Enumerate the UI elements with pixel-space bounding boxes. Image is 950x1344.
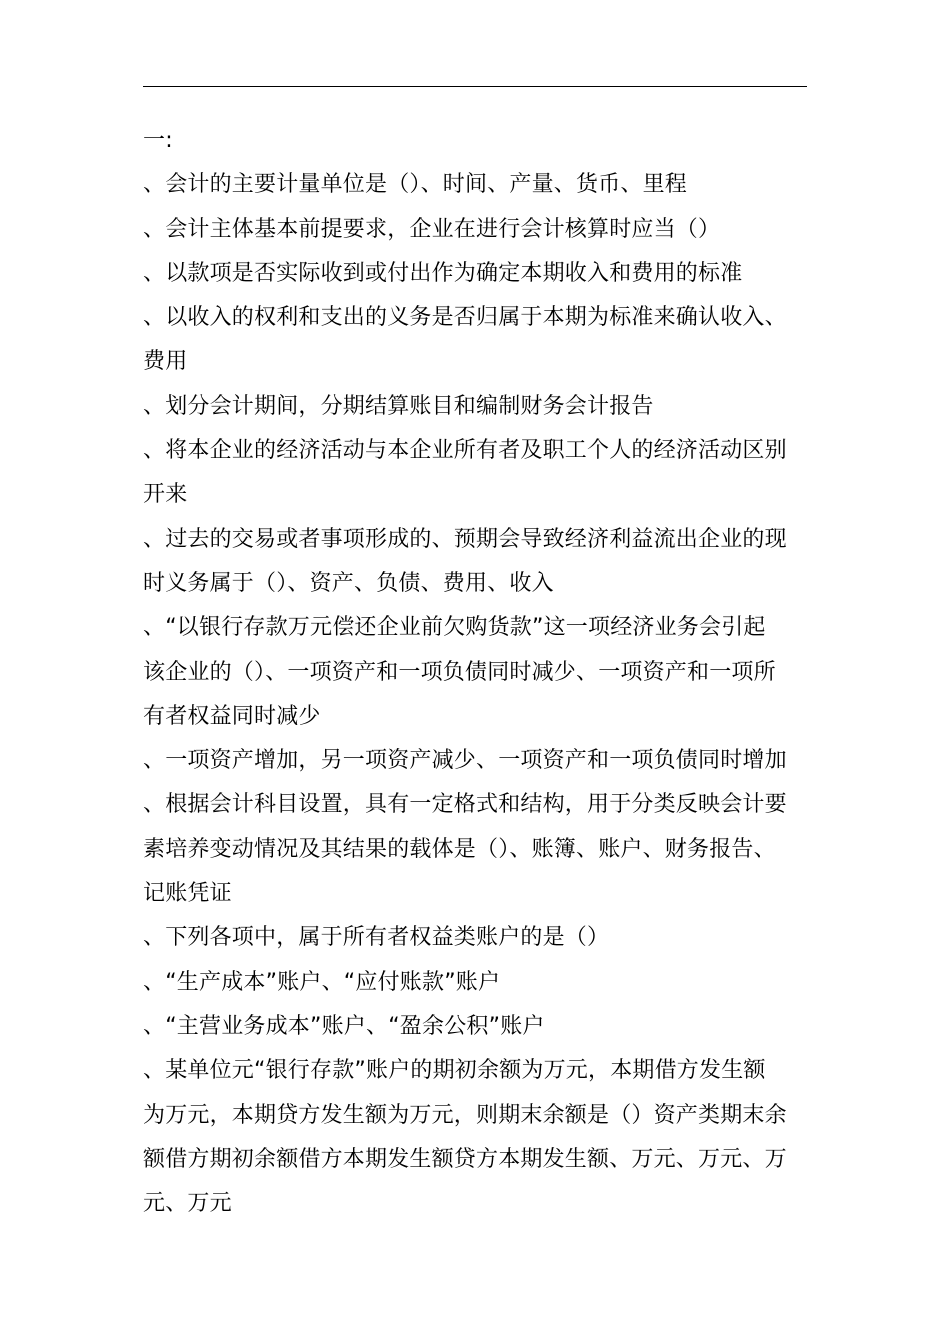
text-line: 、一项资产增加，另一项资产减少、一项资产和一项负债同时增加	[143, 748, 787, 774]
text-line: 素培养变动情况及其结果的载体是（）、账簿、账户、财务报告、	[143, 836, 776, 862]
text-line: 、以收入的权利和支出的义务是否归属于本期为标准来确认收入、	[143, 305, 787, 331]
text-line: 、“以银行存款万元偿还企业前欠购货款”这一项经济业务会引起	[143, 615, 766, 641]
text-line: 、“主营业务成本”账户、“盈余公积”账户	[143, 1013, 545, 1039]
text-line: 、会计主体基本前提要求，企业在进行会计核算时应当（）	[143, 216, 721, 242]
text-line: 费用	[143, 349, 188, 375]
text-line: 、将本企业的经济活动与本企业所有者及职工个人的经济活动区别	[143, 438, 787, 464]
text-line: 、以款项是否实际收到或付出作为确定本期收入和费用的标准	[143, 260, 743, 286]
text-line: 为万元，本期贷方发生额为万元，则期末余额是（）资产类期末余	[143, 1102, 787, 1128]
text-line: 开来	[143, 482, 188, 508]
text-line: 、某单位元“银行存款”账户的期初余额为万元，本期借方发生额	[143, 1058, 766, 1084]
text-line: 、划分会计期间，分期结算账目和编制财务会计报告	[143, 393, 654, 419]
text-line: 、根据会计科目设置，具有一定格式和结构，用于分类反映会计要	[143, 792, 787, 818]
text-line: 有者权益同时减少	[143, 703, 321, 729]
text-line: 、会计的主要计量单位是（）、时间、产量、货币、里程	[143, 172, 688, 198]
text-line: 记账凭证	[143, 881, 232, 907]
text-line: 时义务属于（）、资产、负债、费用、收入	[143, 570, 554, 596]
text-line: 元、万元	[143, 1191, 232, 1217]
text-line: 该企业的（）、一项资产和一项负债同时减少、一项资产和一项所	[143, 659, 776, 685]
document-body	[143, 119, 811, 1226]
section-heading: 一:	[143, 128, 173, 153]
text-line: 额借方期初余额借方本期发生额贷方本期发生额、万元、万元、万	[143, 1146, 787, 1172]
text-line: 、过去的交易或者事项形成的、预期会导致经济利益流出企业的现	[143, 526, 787, 552]
text-line: 、“生产成本”账户、“应付账款”账户	[143, 969, 501, 995]
text-line: 、下列各项中，属于所有者权益类账户的是（）	[143, 925, 610, 951]
top-rule	[143, 86, 807, 87]
